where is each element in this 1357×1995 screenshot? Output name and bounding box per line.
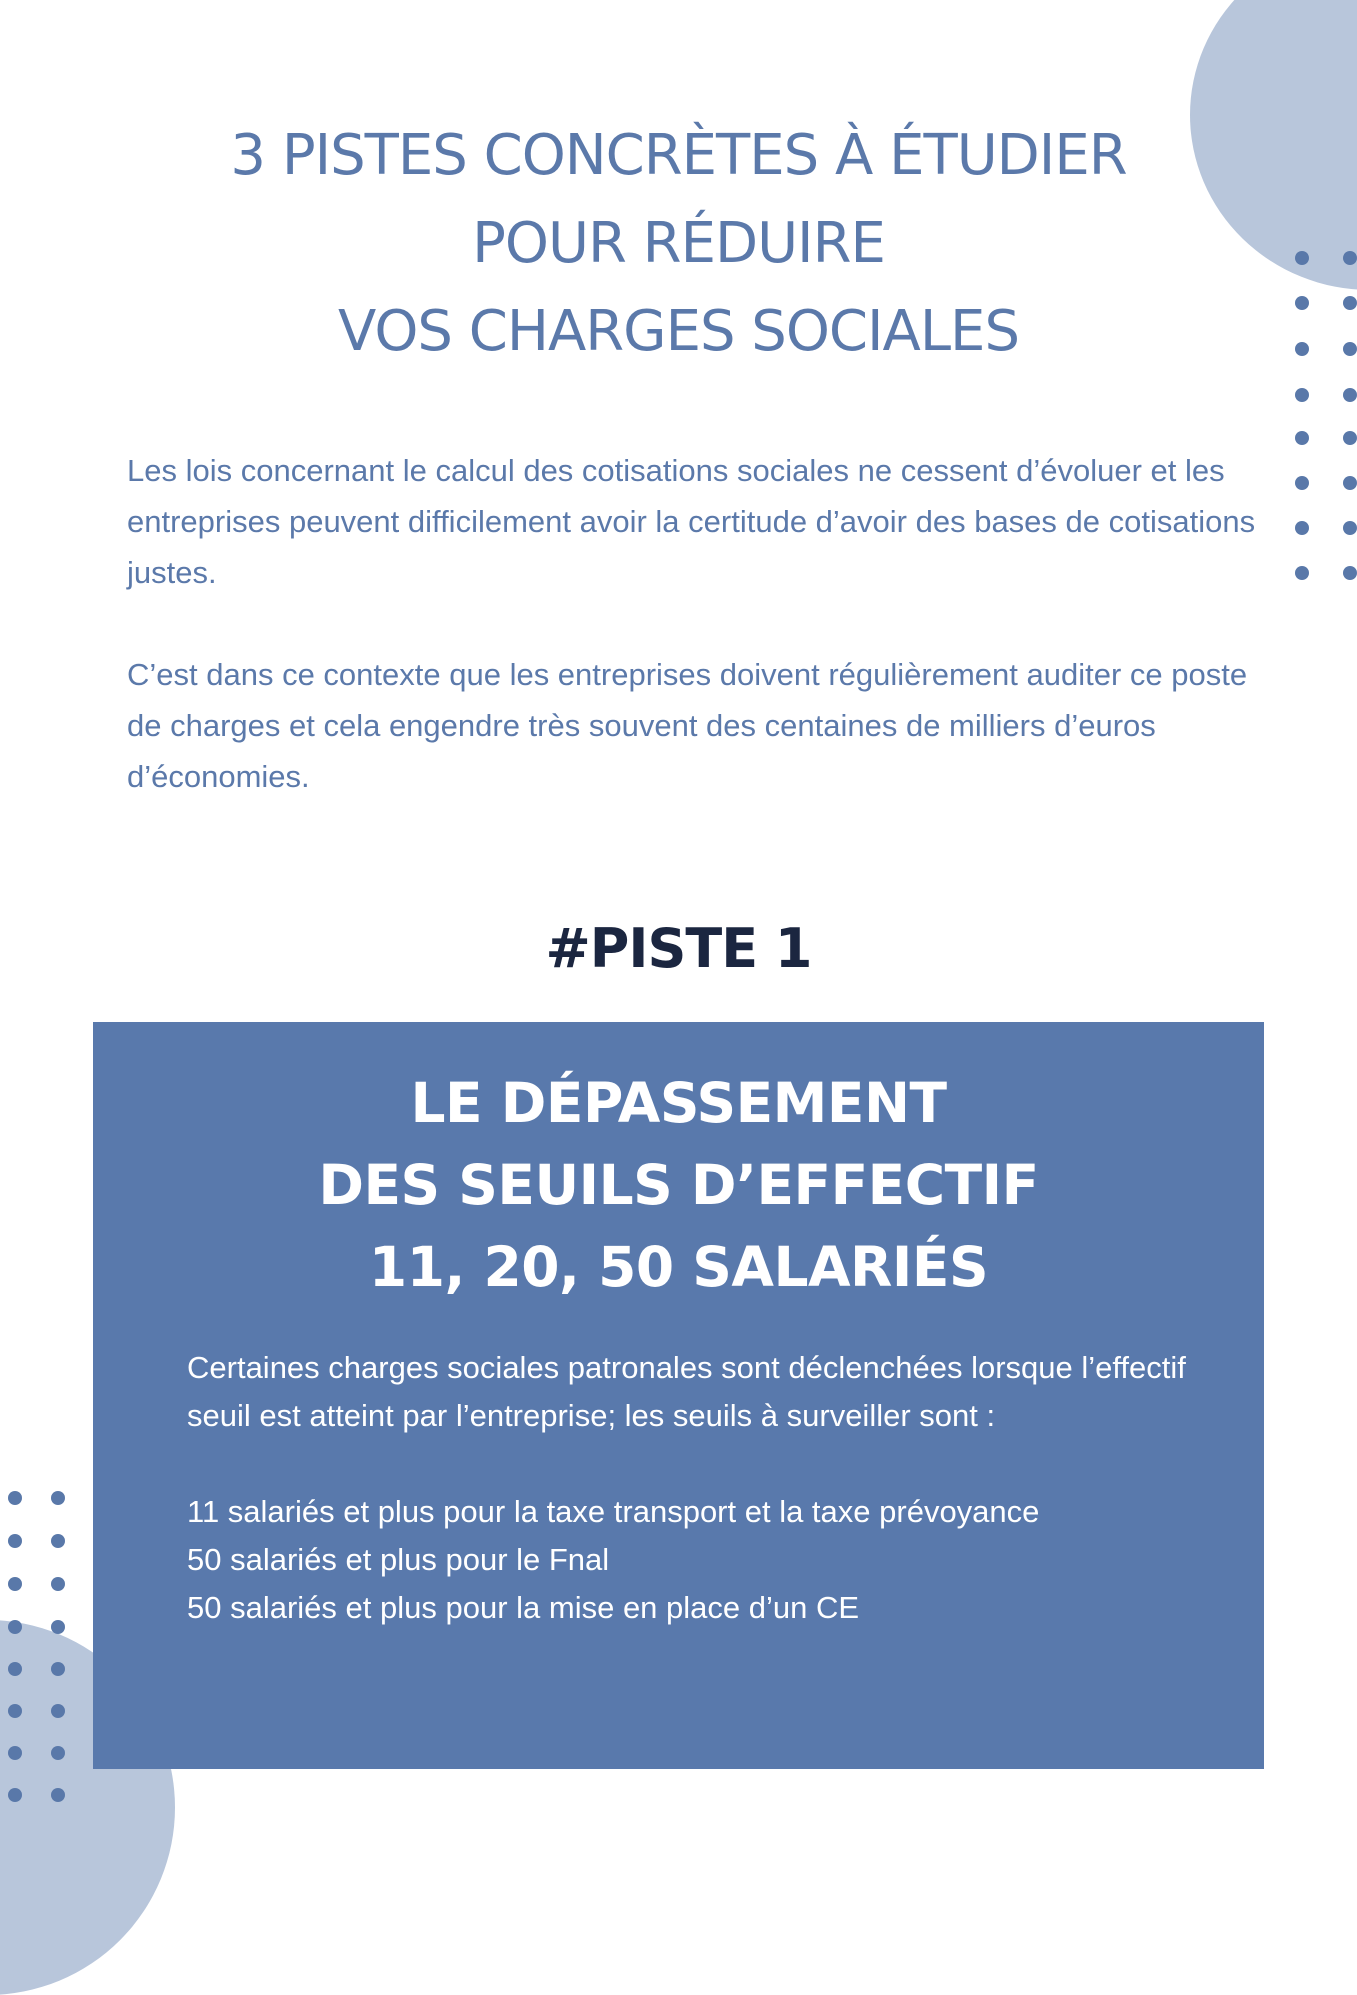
page-title-line-1: 3 PISTES CONCRÈTES À ÉTUDIER — [230, 123, 1127, 188]
piste-panel — [93, 1022, 1264, 1769]
piste-heading-line-3: 11, 20, 50 SALARIÉS — [368, 1235, 989, 1299]
page-title — [0, 112, 1357, 376]
piste-heading-line-2: DES SEUILS D’EFFECTIF — [318, 1153, 1039, 1217]
piste-body — [187, 1344, 1217, 1632]
piste-heading-line-1: LE DÉPASSEMENT — [410, 1071, 947, 1135]
page-title-line-2: POUR RÉDUIRE — [472, 211, 885, 276]
threshold-list — [187, 1488, 1217, 1632]
intro-text — [127, 445, 1257, 853]
decorative-dot-grid-left — [0, 1480, 80, 1820]
intro-paragraph-1: Les lois concernant le calcul des cotisations sociales ne cessent d’évoluer et les entreprises peuvent difficilement avoir la certitude d’avoir des bases de cotisations justes. — [127, 453, 1256, 590]
page-title-line-3: VOS CHARGES SOCIALES — [338, 299, 1019, 364]
threshold-item: 50 salariés et plus pour le Fnal — [187, 1542, 610, 1577]
threshold-item: 11 salariés et plus pour la taxe transport et la taxe prévoyance — [187, 1494, 1040, 1529]
piste-description: Certaines charges sociales patronales sont déclenchées lorsque l’effectif seuil est atteint par l’entreprise; les seuils à surveiller sont : — [187, 1350, 1186, 1433]
intro-paragraph-2: C’est dans ce contexte que les entreprises doivent régulièrement auditer ce poste de charges et cela engendre très souvent des centaines de milliers d’euros d’économies. — [127, 657, 1248, 794]
threshold-item: 50 salariés et plus pour la mise en place d’un CE — [187, 1590, 860, 1625]
piste-heading — [93, 1062, 1264, 1308]
piste-label: #PISTE 1 — [545, 917, 812, 980]
